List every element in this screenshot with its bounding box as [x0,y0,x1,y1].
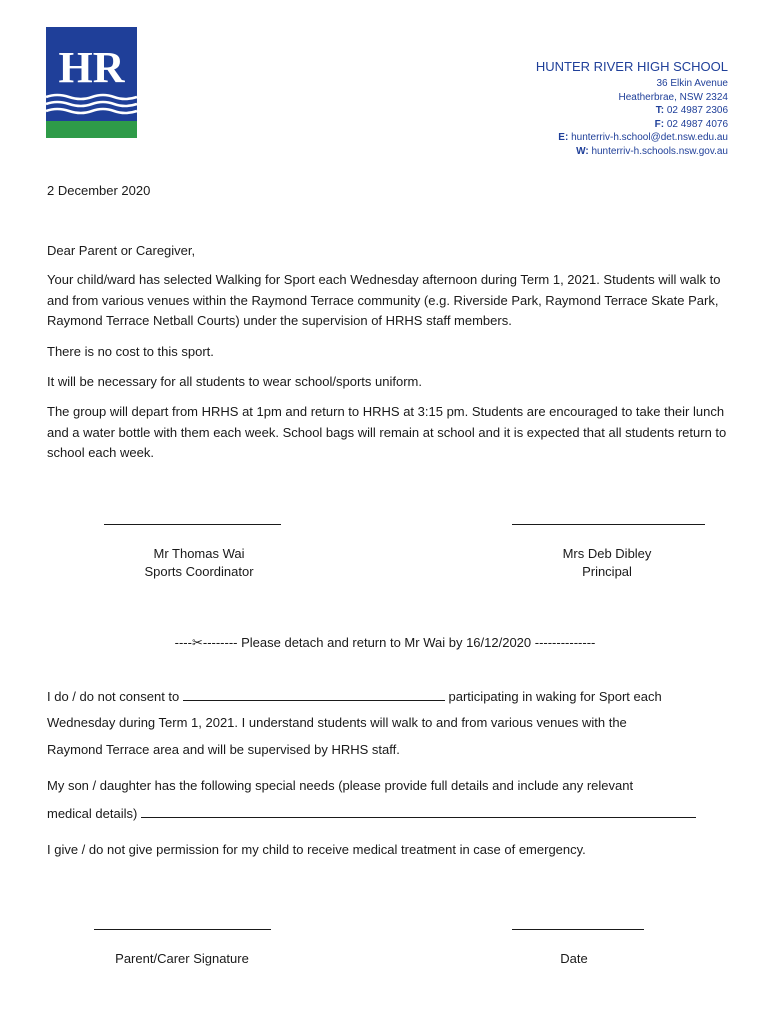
email-address[interactable]: hunterriv-h.school@det.nsw.edu.au [571,132,728,144]
phone-label: T: [655,105,665,117]
email-line [536,131,728,145]
web-label: W: [576,145,589,157]
paragraph-schedule: The group will depart from HRHS at 1pm and return to HRHS at 3:15 pm. Students are encouraged to take their lunch and a water bottle with them each week. School bags will remain at school and it is expected that all students return to school each week. [47,404,727,461]
principal-title: Principal [582,564,632,579]
paragraph-activity: Your child/ward has selected Walking for Sport each Wednesday afternoon during Term 1, 2021. Students will walk to and from various venues within the Raymond Terrace community (e.g. Riverside Park, Raymond Terrace Skate Park, Raymond Terrace Netball Courts) under the supervision of HRHS staff members. [47,272,721,329]
paragraph-uniform: It will be necessary for all students to wear school/sports uniform. [47,374,422,389]
address-line-1: 36 Elkin Avenue [656,78,728,89]
principal-block [507,545,707,581]
student-name-field[interactable] [183,687,445,701]
school-name: HUNTER RIVER HIGH SCHOOL [535,59,728,74]
detach-text: -------- Please detach and return to Mr Wai by 16/12/2020 -------------- [202,635,596,650]
scissors-icon: ✂ [191,635,203,650]
coordinator-signature-line [104,524,281,525]
consent-start: I do / do not consent to [47,689,180,704]
coordinator-name: Mr Thomas Wai [153,546,245,561]
logo-letters: HR [58,43,125,92]
fax-number: 02 4987 4076 [666,118,728,130]
phone-line [536,104,728,118]
school-logo [46,27,137,138]
letter-date: 2 December 2020 [47,183,151,198]
web-address[interactable]: hunterriv-h.schools.nsw.gov.au [591,145,728,157]
medical-details-field[interactable] [141,804,696,818]
consent-line-1 [47,687,662,706]
detach-prefix: ---- [174,635,192,650]
medical-details-label: medical details) [47,806,138,821]
date-signature-line[interactable] [512,929,644,930]
coordinator-title: Sports Coordinator [144,564,254,579]
coordinator-block [99,545,299,581]
phone-number: 02 4987 2306 [666,105,728,117]
principal-signature-line [512,524,705,525]
special-needs-line-2 [47,804,696,823]
parent-signature-label: Parent/Carer Signature [115,951,249,966]
salutation: Dear Parent or Caregiver, [47,243,196,258]
paragraph-cost: There is no cost to this sport. [47,344,214,359]
date-label: Date [560,951,588,966]
detach-line [0,634,770,652]
consent-end: participating in waking for Sport each [448,689,662,704]
web-line [536,145,728,159]
school-contact-block [536,58,728,159]
medical-permission-line: I give / do not give permission for my child to receive medical treatment in case of emergency. [47,842,586,857]
consent-line-2: Wednesday during Term 1, 2021. I understand students will walk to and from various venues with the [47,715,627,730]
principal-name: Mrs Deb Dibley [562,546,652,561]
email-label: E: [558,132,569,144]
special-needs-line-1: My son / daughter has the following special needs (please provide full details and include any relevant [47,778,634,793]
address-line-2: Heatherbrae, NSW 2324 [618,91,728,103]
fax-label: F: [654,118,665,130]
fax-line [536,118,728,132]
parent-signature-line[interactable] [94,929,271,930]
consent-line-3: Raymond Terrace area and will be supervised by HRHS staff. [47,742,400,757]
